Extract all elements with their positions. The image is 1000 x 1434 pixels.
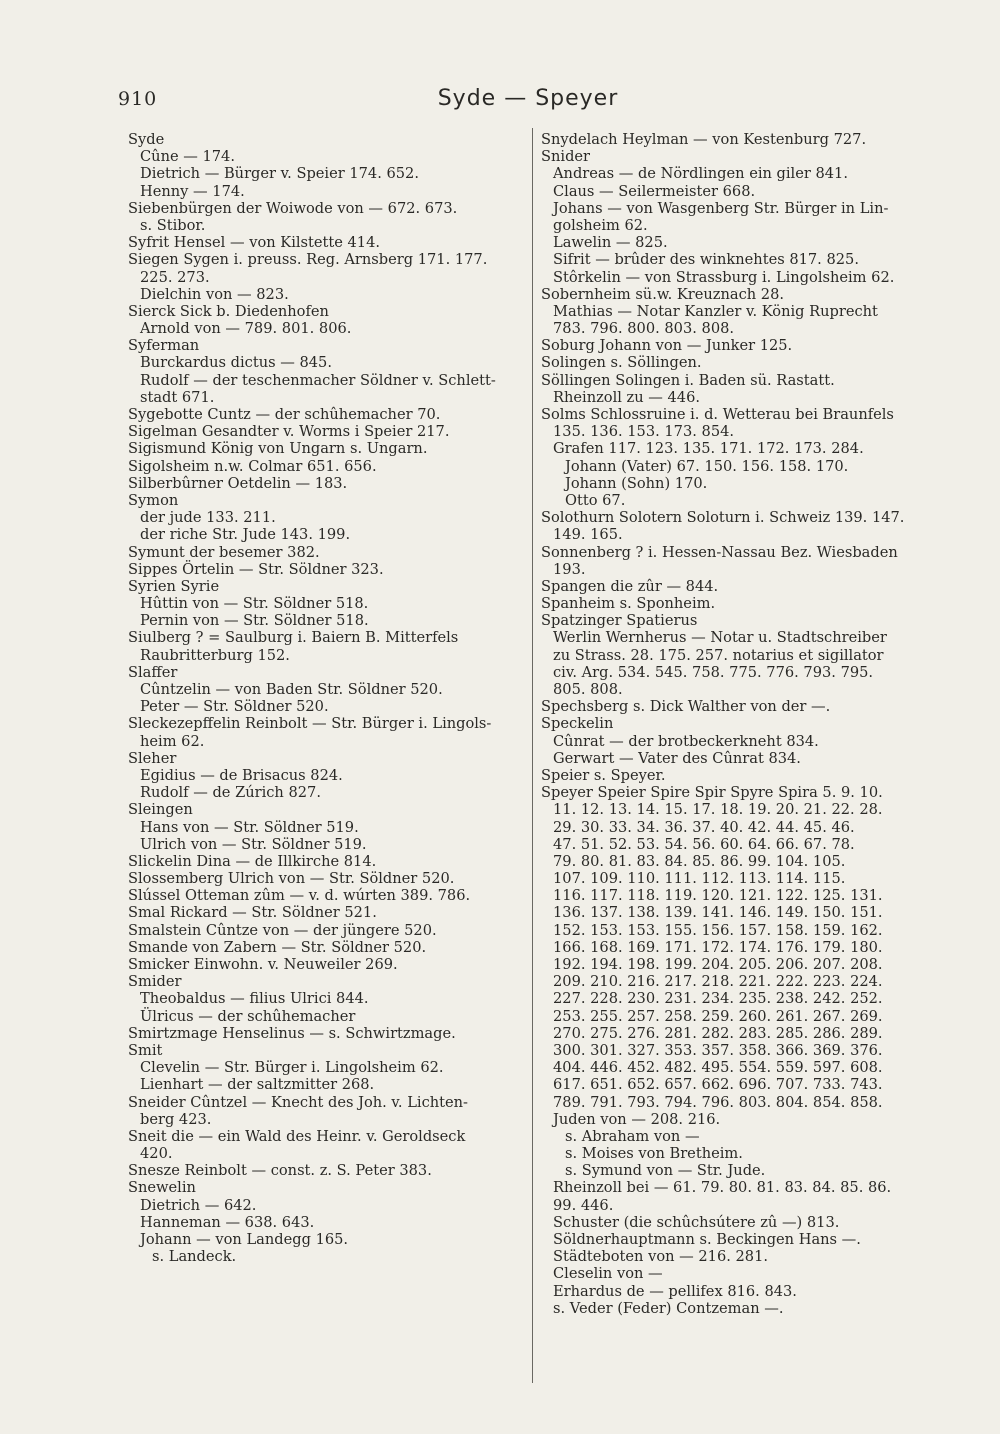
index-entry-line: Sigismund König von Ungarn s. Ungarn. — [128, 440, 428, 458]
index-entry-line: Snesze Reinbolt — const. z. S. Peter 383. — [128, 1162, 432, 1180]
index-entry-line: Sobernheim sü.w. Kreuznach 28. — [541, 285, 785, 303]
index-entry-line: Snider — [541, 148, 591, 166]
index-entry-line: Siulberg ? = Saulburg i. Baiern B. Mitterfels — [128, 629, 459, 647]
index-entry-line: Siegen Sygen i. preuss. Reg. Arnsberg 171. 177. — [128, 251, 488, 269]
index-entry-line: s. Symund von — Str. Jude. — [565, 1162, 766, 1180]
index-entry-line: Syde — [128, 131, 165, 148]
index-entry-line: Pernin von — Str. Söldner 518. — [140, 612, 369, 630]
index-entry-line: 193. — [553, 560, 586, 578]
index-entry-line: Symunt der besemer 382. — [128, 543, 320, 561]
index-entry-line: Slickelin Dina — de Illkirche 814. — [128, 852, 377, 870]
index-entry-line: 99. 446. — [553, 1196, 614, 1214]
index-entry-line: 107. 109. 110. 111. 112. 113. 114. 115. — [553, 870, 846, 888]
index-entry-line: Sippes Örtelin — Str. Söldner 323. — [128, 560, 384, 578]
index-column-left — [128, 131, 528, 1265]
page-header — [118, 88, 938, 118]
index-entry-line: Johann — von Landegg 165. — [140, 1231, 349, 1248]
index-entry-line: Erhardus de — pellifex 816. 843. — [553, 1282, 797, 1300]
index-entry-line: Spanheim s. Sponheim. — [541, 595, 716, 613]
index-entry-line: stadt 671. — [140, 388, 215, 406]
index-entry-line: Grafen 117. 123. 135. 171. 172. 173. 284. — [553, 440, 864, 458]
index-entry-line: Söldnerhauptmann s. Beckingen Hans —. — [553, 1231, 861, 1248]
index-entry-line: Lawelin — 825. — [553, 234, 668, 252]
index-entry-line: Sleingen — [128, 801, 193, 819]
index-entry-line: Cûne — 174. — [140, 148, 235, 166]
index-entry-line: 29. 30. 33. 34. 36. 37. 40. 42. 44. 45. 46. — [553, 818, 855, 836]
index-entry-line: 136. 137. 138. 139. 141. 146. 149. 150. 151. — [553, 904, 883, 922]
index-entry-line: Arnold von — 789. 801. 806. — [140, 320, 352, 338]
index-entry-line: 209. 210. 216. 217. 218. 221. 222. 223. 224. — [553, 973, 883, 991]
index-entry-line: Sygebotte Cuntz — der schûhemacher 70. — [128, 406, 441, 423]
index-entry-line: 79. 80. 81. 83. 84. 85. 86. 99. 104. 105. — [553, 852, 846, 870]
index-entry-line: Siebenbürgen der Woiwode von — 672. 673. — [128, 199, 458, 217]
index-entry-line: Johann (Vater) 67. 150. 156. 158. 170. — [565, 457, 849, 475]
index-entry-line: Sneider Cûntzel — Knecht des Joh. v. Lichten- — [128, 1093, 468, 1111]
index-entry-line: s. Moises von Bretheim. — [565, 1145, 743, 1163]
index-entry-line: der riche Str. Jude 143. 199. — [140, 526, 351, 544]
page-number: 910 — [118, 88, 158, 110]
index-entry-line: 135. 136. 153. 173. 854. — [553, 423, 735, 441]
index-entry-line: s. Abraham von — — [565, 1127, 700, 1145]
index-entry-line: 192. 194. 198. 199. 204. 205. 206. 207. 208. — [553, 956, 883, 973]
index-entry-line: Peter — Str. Söldner 520. — [140, 698, 329, 716]
index-entry-line: Sleher — [128, 749, 177, 767]
index-entry-line: Städteboten von — 216. 281. — [553, 1248, 769, 1266]
index-entry-line: Rudolf — der teschenmacher Söldner v. Schlett- — [140, 371, 496, 389]
index-entry-line: zu Strass. 28. 175. 257. notarius et sigillator — [553, 646, 884, 664]
index-entry-line: s. Stibor. — [140, 216, 206, 234]
index-entry-line: 227. 228. 230. 231. 234. 235. 238. 242. 252. — [553, 990, 883, 1008]
index-entry-line: Clevelin — Str. Bürger i. Lingolsheim 62. — [140, 1059, 444, 1077]
index-entry-line: 783. 796. 800. 803. 808. — [553, 320, 735, 338]
index-entry-line: 116. 117. 118. 119. 120. 121. 122. 125. 131. — [553, 887, 883, 905]
index-entry-line: 300. 301. 327. 353. 357. 358. 366. 369. 376. — [553, 1041, 883, 1059]
index-entry-line: Spechsberg s. Dick Walther von der —. — [541, 698, 831, 716]
index-entry-line: Sifrit — brûder des winknehtes 817. 825. — [553, 251, 859, 269]
index-entry-line: 152. 153. 153. 155. 156. 157. 158. 159. 162. — [553, 921, 883, 939]
index-entry-line: Ülricus — der schûhemacher — [140, 1007, 356, 1025]
index-entry-line: Syfrit Hensel — von Kilstette 414. — [128, 234, 381, 252]
index-entry-line: Cleselin von — — [553, 1265, 663, 1283]
index-entry-line: 47. 51. 52. 53. 54. 56. 60. 64. 66. 67. 78. — [553, 835, 855, 853]
index-entry-line: Slússel Otteman zûm — v. d. wúrten 389. 786. — [128, 887, 471, 905]
index-entry-line: civ. Arg. 534. 545. 758. 775. 776. 793. 795. — [553, 663, 874, 681]
index-entry-line: Soburg Johann von — Junker 125. — [541, 337, 793, 355]
index-entry-line: Solingen s. Söllingen. — [541, 354, 702, 372]
index-entry-line: s. Landeck. — [152, 1248, 237, 1266]
index-entry-line: Solothurn Solotern Soloturn i. Schweiz 139. 147. — [541, 509, 905, 527]
index-entry-line: Mathias — Notar Kanzler v. König Ruprecht — [553, 302, 878, 320]
index-entry-line: Hanneman — 638. 643. — [140, 1213, 315, 1231]
column-divider — [532, 128, 533, 1383]
index-entry-line: Ulrich von — Str. Söldner 519. — [140, 835, 367, 853]
index-entry-line: 149. 165. — [553, 526, 623, 544]
index-entry-line: Gerwart — Vater des Cûnrat 834. — [553, 749, 801, 767]
index-entry-line: Spangen die zûr — 844. — [541, 577, 719, 595]
index-entry-line: 617. 651. 652. 657. 662. 696. 707. 733. 743. — [553, 1076, 883, 1094]
index-entry-line: Syferman — [128, 337, 200, 355]
index-entry-line: Cûnrat — der brotbeckerkneht 834. — [553, 732, 819, 750]
index-entry-line: 805. 808. — [553, 681, 623, 698]
index-entry-line: Johans — von Wasgenberg Str. Bürger in Lin- — [553, 199, 889, 217]
index-entry-line: Raubritterburg 152. — [140, 646, 290, 664]
index-entry-line: Smalstein Cûntze von — der jüngere 520. — [128, 921, 437, 939]
index-entry-line: Söllingen Solingen i. Baden sü. Rastatt. — [541, 371, 835, 389]
index-entry-line: Slossemberg Ulrich von — Str. Söldner 520. — [128, 870, 455, 888]
index-entry-line: Speier s. Speyer. — [541, 766, 666, 784]
index-entry-line: Rheinzoll zu — 446. — [553, 388, 700, 406]
index-entry-line: Dietrich — 642. — [140, 1196, 257, 1214]
index-entry-line: Snewelin — [128, 1179, 196, 1197]
index-entry-line: Werlin Wernherus — Notar u. Stadtschreiber — [553, 629, 887, 647]
index-entry-line: Sonnenberg ? i. Hessen-Nassau Bez. Wiesbaden — [541, 543, 898, 561]
index-entry-line: Smirtzmage Henselinus — s. Schwirtzmage. — [128, 1024, 456, 1042]
index-entry-line: Claus — Seilermeister 668. — [553, 182, 756, 200]
index-entry-line: Dietrich — Bürger v. Speier 174. 652. — [140, 165, 419, 183]
index-entry-line: Silberbûrner Oetdelin — 183. — [128, 474, 348, 492]
index-entry-line: Spatzinger Spatierus — [541, 612, 698, 630]
index-entry-line: Cûntzelin — von Baden Str. Söldner 520. — [140, 681, 443, 698]
index-entry-line: Smande von Zabern — Str. Söldner 520. — [128, 938, 427, 956]
index-entry-line: Syrien Syrie — [128, 577, 220, 595]
index-entry-line: 11. 12. 13. 14. 15. 17. 18. 19. 20. 21. 22. 28. — [553, 801, 883, 819]
running-title: Syde — Speyer — [437, 86, 619, 111]
index-entry-line: Andreas — de Nördlingen ein giler 841. — [553, 165, 848, 183]
index-entry-line: Dielchin von — 823. — [140, 285, 289, 303]
index-entry-line: Snydelach Heylman — von Kestenburg 727. — [541, 131, 867, 148]
index-entry-line: Smal Rickard — Str. Söldner 521. — [128, 904, 377, 922]
index-entry-line: Sierck Sick b. Diedenhofen — [128, 302, 329, 320]
index-entry-line: Lienhart — der saltzmitter 268. — [140, 1076, 375, 1094]
index-entry-line: Egidius — de Brisacus 824. — [140, 766, 343, 784]
index-entry-line: Otto 67. — [565, 491, 626, 509]
index-entry-line: Sneit die — ein Wald des Heinr. v. Geroldseck — [128, 1127, 466, 1145]
index-entry-line: der jude 133. 211. — [140, 509, 276, 527]
index-entry-line: Henny — 174. — [140, 182, 245, 200]
index-entry-line: Smicker Einwohn. v. Neuweiler 269. — [128, 956, 398, 973]
index-entry-line: Sigolsheim n.w. Colmar 651. 656. — [128, 457, 377, 475]
index-entry-line: s. Veder (Feder) Contzeman —. — [553, 1299, 784, 1317]
index-entry-line: Speyer Speier Spire Spir Spyre Spira 5. 9. 10. — [541, 784, 883, 802]
index-entry-line: Symon — [128, 491, 179, 509]
index-entry-line: Smit — [128, 1041, 163, 1059]
index-entry-line: Burckardus dictus — 845. — [140, 354, 332, 372]
index-entry-line: Stôrkelin — von Strassburg i. Lingolsheim 62. — [553, 268, 895, 286]
index-entry-line: berg 423. — [140, 1110, 212, 1128]
index-entry-line: Sleckezepffelin Reinbolt — Str. Bürger i. Lingols- — [128, 715, 492, 733]
index-entry-line: Johann (Sohn) 170. — [565, 474, 708, 492]
index-entry-line: heim 62. — [140, 732, 205, 750]
index-entry-line: Sigelman Gesandter v. Worms i Speier 217. — [128, 423, 450, 441]
index-entry-line: Juden von — 208. 216. — [553, 1110, 721, 1128]
index-entry-line: 270. 275. 276. 281. 282. 283. 285. 286. 289. — [553, 1024, 883, 1042]
index-entry-line: Schuster (die schûchsútere zû —) 813. — [553, 1213, 840, 1231]
index-entry-line: Speckelin — [541, 715, 614, 733]
index-entry-line: 789. 791. 793. 794. 796. 803. 804. 854. 858. — [553, 1093, 883, 1111]
index-column-right — [541, 131, 941, 1317]
index-entry-line: 166. 168. 169. 171. 172. 174. 176. 179. 180. — [553, 938, 883, 956]
index-entry-line: 253. 255. 257. 258. 259. 260. 261. 267. 269. — [553, 1007, 883, 1025]
index-entry-line: 225. 273. — [140, 268, 210, 286]
index-entry-line: 420. — [140, 1145, 173, 1163]
index-entry-line: 404. 446. 452. 482. 495. 554. 559. 597. 608. — [553, 1059, 883, 1077]
index-entry-line: Hûttin von — Str. Söldner 518. — [140, 595, 369, 613]
index-entry-line: Slaffer — [128, 663, 178, 681]
index-entry-line: Rheinzoll bei — 61. 79. 80. 81. 83. 84. 85. 86. — [553, 1179, 892, 1197]
index-entry-line: golsheim 62. — [553, 216, 648, 234]
index-entry-line: Rudolf — de Zúrich 827. — [140, 784, 321, 802]
index-entry-line: Solms Schlossruine i. d. Wetterau bei Braunfels — [541, 406, 894, 423]
index-entry-line: Smider — [128, 973, 182, 991]
index-entry-line: Hans von — Str. Söldner 519. — [140, 818, 359, 836]
index-entry-line: Theobaldus — filius Ulrici 844. — [140, 990, 369, 1008]
